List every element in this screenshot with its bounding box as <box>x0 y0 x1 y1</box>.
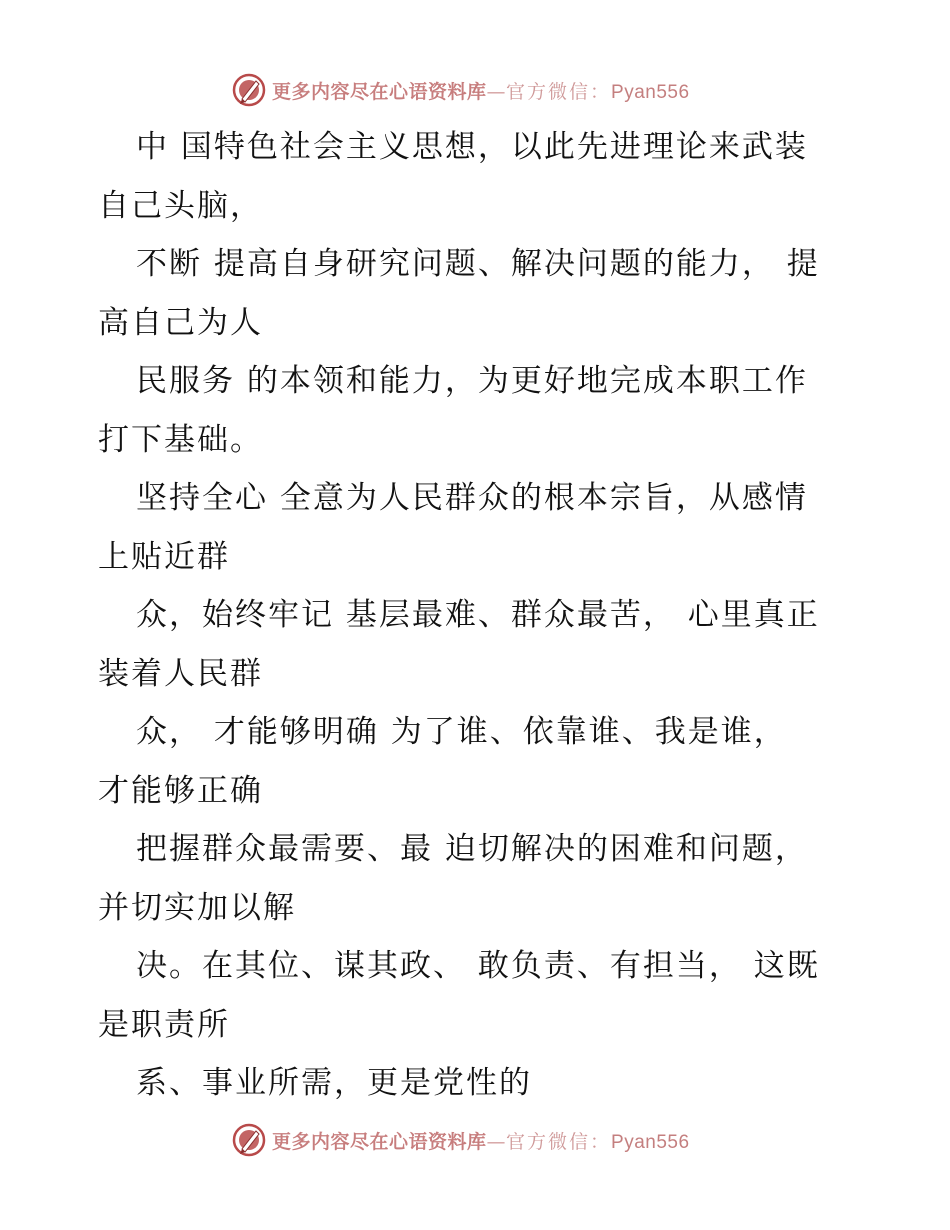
header-text <box>272 77 690 104</box>
header-brand: 更多内容尽在心语资料库 <box>272 80 487 103</box>
header-banner <box>232 72 690 108</box>
text-line: 并切实加以解 <box>98 889 296 926</box>
footer-banner <box>232 1122 690 1158</box>
footer-separator: — <box>486 1130 507 1153</box>
footer-text <box>272 1127 690 1154</box>
footer-wechat-id: Pyan556 <box>611 1131 690 1153</box>
pen-seal-icon <box>232 73 266 107</box>
text-line: 才能够正确 <box>98 772 263 809</box>
text-line: 上贴近群 <box>98 538 230 575</box>
text-line: 民服务 的本领和能力，为更好地完成本职工作 <box>136 363 808 399</box>
text-line: 把握群众最需要、最 迫切解决的困难和问题， <box>136 831 808 867</box>
text-line: 不断 提高自身研究问题、解决问题的能力， 提 <box>136 246 820 282</box>
text-line: 中 国特色社会主义思想，以此先进理论来武装 <box>136 129 808 165</box>
footer-brand: 更多内容尽在心语资料库 <box>272 1130 487 1153</box>
header-separator: — <box>486 80 507 103</box>
text-line: 自己头脑， <box>98 187 263 224</box>
document-body <box>98 118 878 1113</box>
text-line: 决。在其位、谋其政、 敢负责、有担当， 这既 <box>136 948 820 984</box>
header-wechat-label: 官方微信： <box>506 80 612 103</box>
text-line: 是职责所 <box>98 1006 230 1043</box>
text-line: 打下基础。 <box>98 421 263 458</box>
header-wechat-id: Pyan556 <box>611 81 690 103</box>
pen-seal-icon <box>232 1123 266 1157</box>
text-line: 坚持全心 全意为人民群众的根本宗旨，从感情 <box>136 480 808 516</box>
text-line: 众， 才能够明确 为了谁、依靠谁、我是谁， <box>136 714 787 750</box>
text-line: 众，始终牢记 基层最难、群众最苦， 心里真正 <box>136 597 820 633</box>
text-line: 装着人民群 <box>98 655 263 692</box>
text-line: 高自己为人 <box>98 304 263 341</box>
text-line: 系、事业所需，更是党性的 <box>136 1065 532 1101</box>
footer-wechat-label: 官方微信： <box>506 1130 612 1153</box>
